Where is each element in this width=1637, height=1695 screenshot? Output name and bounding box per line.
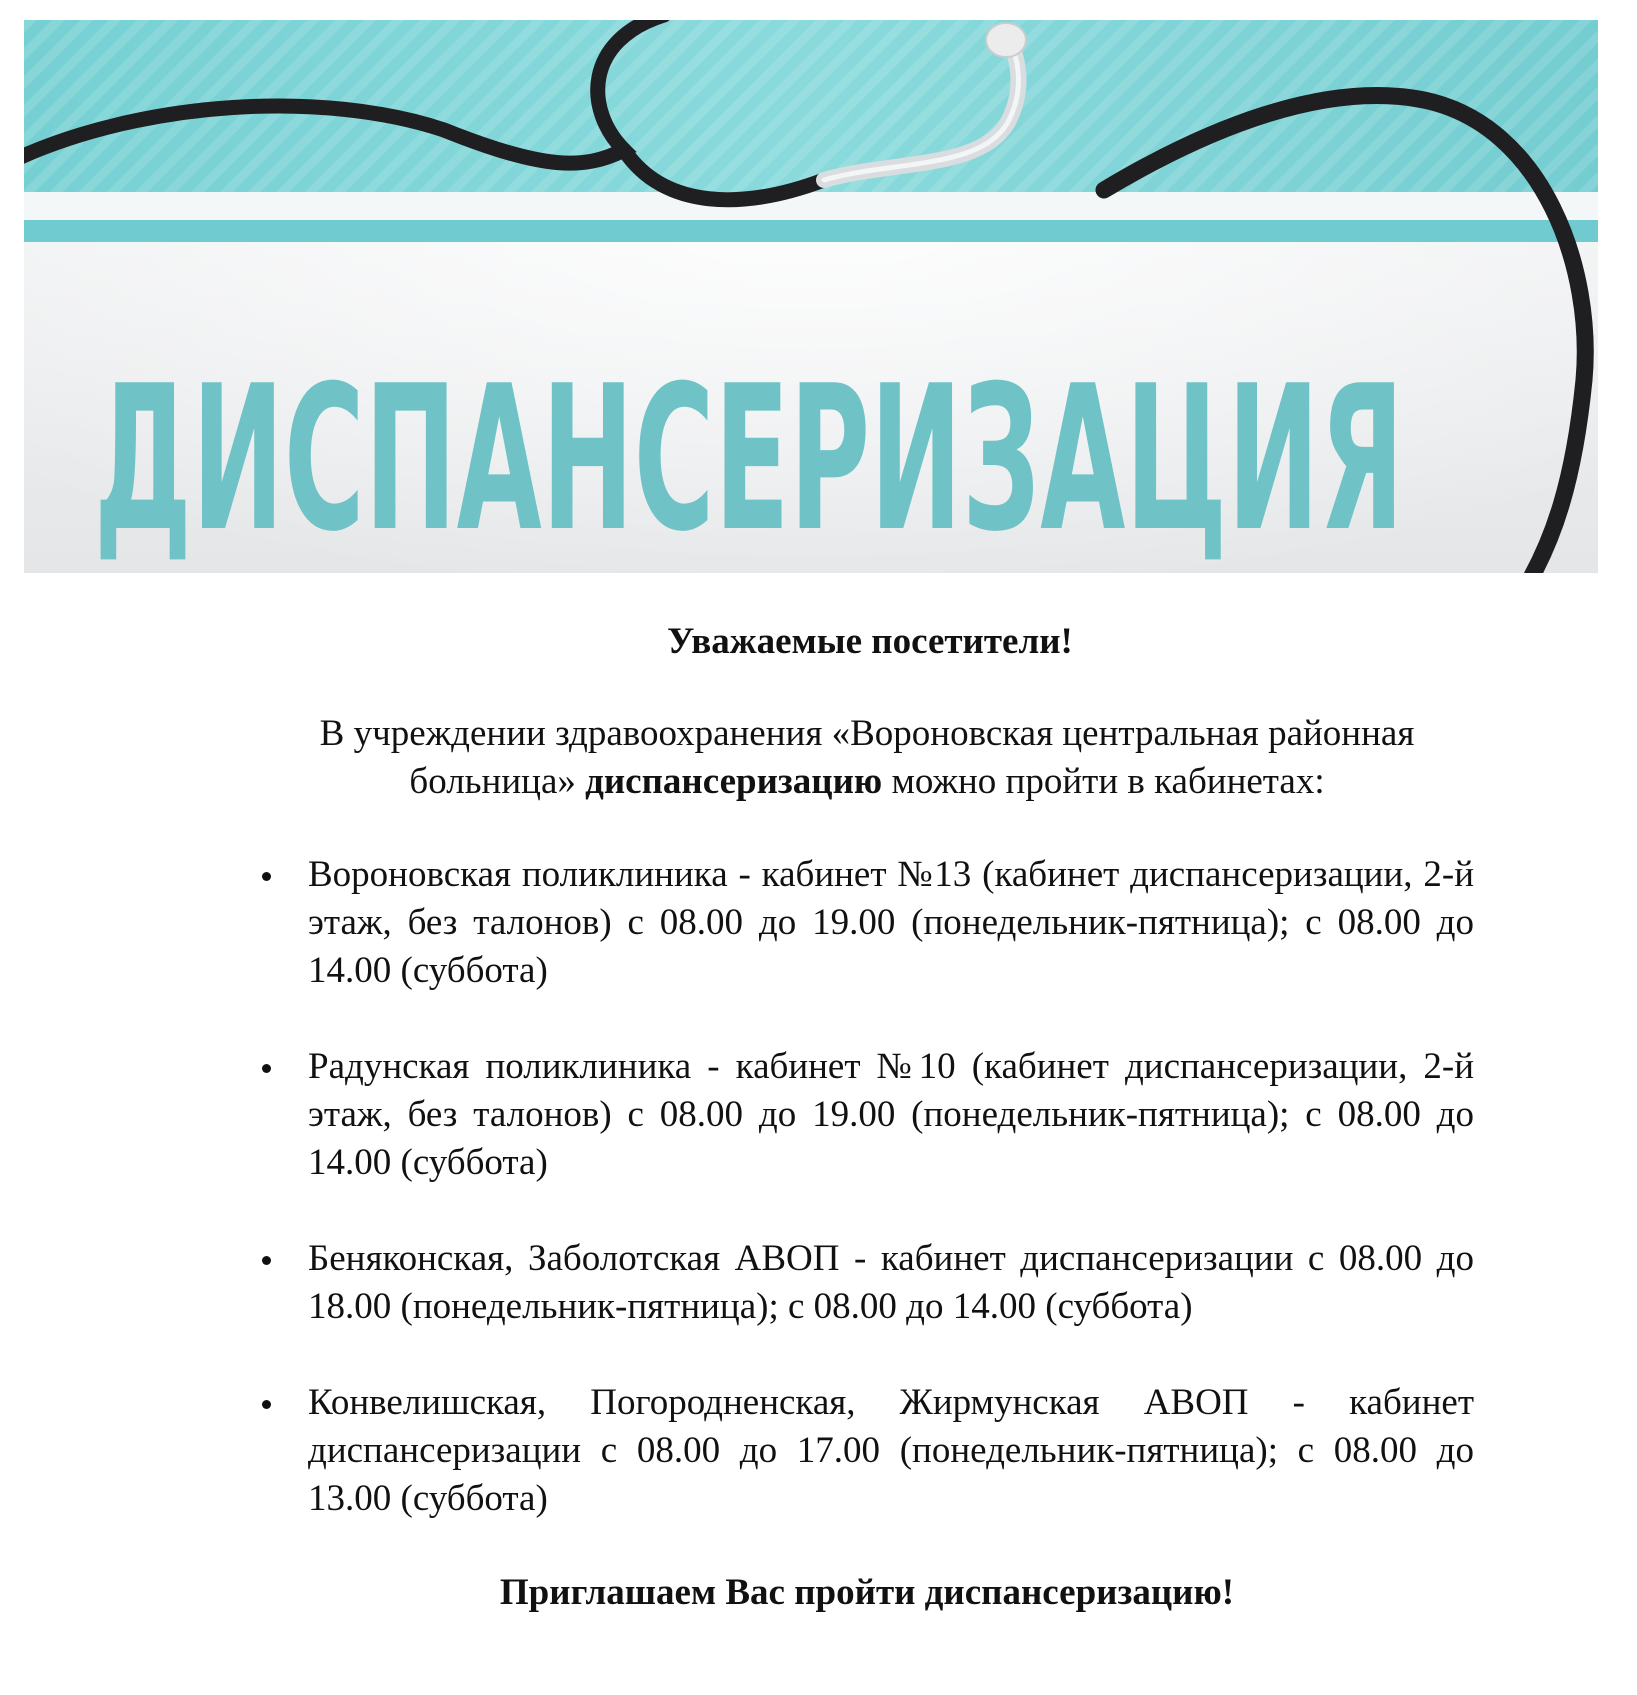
intro-suffix: можно пройти в кабинетах: — [882, 761, 1325, 802]
greeting-heading: Уважаемые посетители! — [667, 621, 1073, 662]
closing-heading: Приглашаем Вас пройти диспансеризацию! — [499, 1572, 1235, 1613]
list-item — [252, 851, 1482, 995]
list-item — [252, 1379, 1482, 1523]
location-text: Конвелишская, Погородненская, Жирмунская АВОП - кабинет диспансеризации с 08.00 до 17.00 (понедельник-пятница); с 08.00 до 13.00 (суббота) — [308, 1382, 1474, 1519]
intro-bold: диспансеризацию — [585, 761, 883, 802]
bullet-icon — [262, 1400, 271, 1409]
locations-list — [252, 851, 1482, 1523]
list-item — [252, 1235, 1482, 1331]
bullet-icon — [262, 1256, 271, 1265]
bullet-icon — [262, 1064, 271, 1073]
intro-paragraph — [252, 710, 1482, 806]
location-text: Радунская поликлиника - кабинет №10 (кабинет диспансеризации, 2-й этаж, без талонов) с 08.00 до 19.00 (понедельник-пятница); с 08.00 до 14.00 (суббота) — [308, 1046, 1474, 1183]
intro-prefix: В учреждении здравоохранения «Вороновская центральная районная больница» — [319, 713, 1415, 802]
bullet-icon — [262, 872, 271, 881]
banner-image — [24, 20, 1598, 573]
location-text: Вороновская поликлиника - кабинет №13 (кабинет диспансеризации, 2-й этаж, без талонов) с 08.00 до 19.00 (понедельник-пятница); с 08.00 до 14.00 (суббота) — [308, 854, 1474, 991]
location-text: Беняконская, Заболотская АВОП - кабинет диспансеризации с 08.00 до 18.00 (понедельник-пятница); с 08.00 до 14.00 (суббота) — [308, 1238, 1474, 1327]
notice-content — [252, 600, 1482, 1617]
list-item — [252, 1043, 1482, 1187]
banner-title: ДИСПАНСЕРИЗАЦИЯ — [94, 343, 1404, 573]
